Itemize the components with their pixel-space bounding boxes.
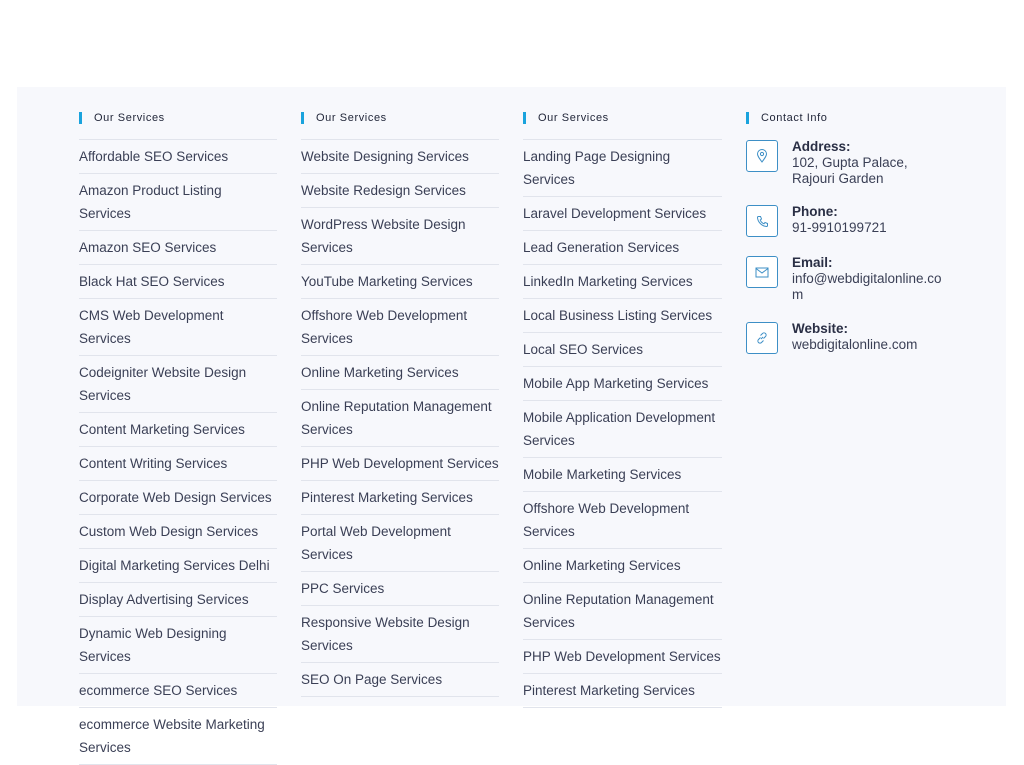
service-link[interactable]: Pinterest Marketing Services	[301, 481, 499, 515]
service-link[interactable]: ecommerce Website Marketing Services	[79, 708, 277, 765]
service-link[interactable]: Online Reputation Management Services	[301, 390, 499, 447]
services-column-2	[301, 110, 499, 697]
service-link[interactable]: Website Redesign Services	[301, 174, 499, 208]
service-link[interactable]: Lead Generation Services	[523, 231, 722, 265]
phone-label: Phone:	[792, 204, 838, 219]
contact-email	[746, 255, 946, 303]
website-value[interactable]: webdigitalonline.com	[792, 337, 918, 352]
service-link[interactable]: Website Designing Services	[301, 140, 499, 174]
heading-accent-bar	[301, 112, 304, 124]
service-link[interactable]: ecommerce SEO Services	[79, 674, 277, 708]
contact-column	[746, 110, 946, 368]
service-link[interactable]: PHP Web Development Services	[523, 640, 722, 674]
address-line-2: Rajouri Garden	[792, 171, 884, 186]
service-link[interactable]: Mobile Application Development Services	[523, 401, 722, 458]
service-link[interactable]: Offshore Web Development Services	[301, 299, 499, 356]
service-link[interactable]: CMS Web Development Services	[79, 299, 277, 356]
service-link[interactable]: Custom Web Design Services	[79, 515, 277, 549]
service-link[interactable]: WordPress Website Design Services	[301, 208, 499, 265]
service-link[interactable]: Landing Page Designing Services	[523, 140, 722, 197]
services-column-3	[523, 110, 722, 708]
service-link[interactable]: Pinterest Marketing Services	[523, 674, 722, 708]
service-link[interactable]: Local SEO Services	[523, 333, 722, 367]
column-heading	[746, 110, 946, 125]
column-heading-label: Our Services	[316, 111, 387, 124]
service-link[interactable]: YouTube Marketing Services	[301, 265, 499, 299]
link-icon	[746, 322, 778, 354]
phone-icon	[746, 205, 778, 237]
services-list	[301, 139, 499, 697]
contact-address	[746, 139, 946, 187]
service-link[interactable]: Display Advertising Services	[79, 583, 277, 617]
address-label: Address:	[792, 139, 851, 154]
column-heading-label: Our Services	[94, 111, 165, 124]
service-link[interactable]: Online Marketing Services	[523, 549, 722, 583]
mail-icon	[746, 256, 778, 288]
email-label: Email:	[792, 255, 833, 270]
services-list	[79, 139, 277, 765]
email-value[interactable]: info@webdigitalonline.com	[792, 271, 942, 302]
service-link[interactable]: Mobile App Marketing Services	[523, 367, 722, 401]
service-link[interactable]: Dynamic Web Designing Services	[79, 617, 277, 674]
column-heading	[523, 110, 722, 125]
service-link[interactable]: LinkedIn Marketing Services	[523, 265, 722, 299]
address-line-1: 102, Gupta Palace,	[792, 155, 908, 170]
phone-value[interactable]: 91-9910199721	[792, 220, 887, 235]
service-link[interactable]: Amazon Product Listing Services	[79, 174, 277, 231]
column-heading	[301, 110, 499, 125]
service-link[interactable]: Local Business Listing Services	[523, 299, 722, 333]
service-link[interactable]: Codeigniter Website Design Services	[79, 356, 277, 413]
service-link[interactable]: Content Marketing Services	[79, 413, 277, 447]
service-link[interactable]: Corporate Web Design Services	[79, 481, 277, 515]
location-pin-icon	[746, 140, 778, 172]
services-column-1	[79, 110, 277, 765]
service-link[interactable]: Laravel Development Services	[523, 197, 722, 231]
column-heading	[79, 110, 277, 125]
heading-accent-bar	[746, 112, 749, 124]
service-link[interactable]: Responsive Website Design Services	[301, 606, 499, 663]
service-link[interactable]: PPC Services	[301, 572, 499, 606]
contact-phone	[746, 204, 946, 237]
heading-accent-bar	[523, 112, 526, 124]
contact-heading-label: Contact Info	[761, 111, 828, 124]
service-link[interactable]: Mobile Marketing Services	[523, 458, 722, 492]
column-heading-label: Our Services	[538, 111, 609, 124]
service-link[interactable]: Black Hat SEO Services	[79, 265, 277, 299]
service-link[interactable]: Affordable SEO Services	[79, 140, 277, 174]
service-link[interactable]: Content Writing Services	[79, 447, 277, 481]
service-link[interactable]: PHP Web Development Services	[301, 447, 499, 481]
service-link[interactable]: Offshore Web Development Services	[523, 492, 722, 549]
service-link[interactable]: Online Reputation Management Services	[523, 583, 722, 640]
service-link[interactable]: Online Marketing Services	[301, 356, 499, 390]
services-list	[523, 139, 722, 708]
service-link[interactable]: Portal Web Development Services	[301, 515, 499, 572]
service-link[interactable]: Digital Marketing Services Delhi	[79, 549, 277, 583]
contact-website	[746, 321, 946, 354]
service-link[interactable]: Amazon SEO Services	[79, 231, 277, 265]
heading-accent-bar	[79, 112, 82, 124]
website-label: Website:	[792, 321, 849, 336]
service-link[interactable]: SEO On Page Services	[301, 663, 499, 697]
